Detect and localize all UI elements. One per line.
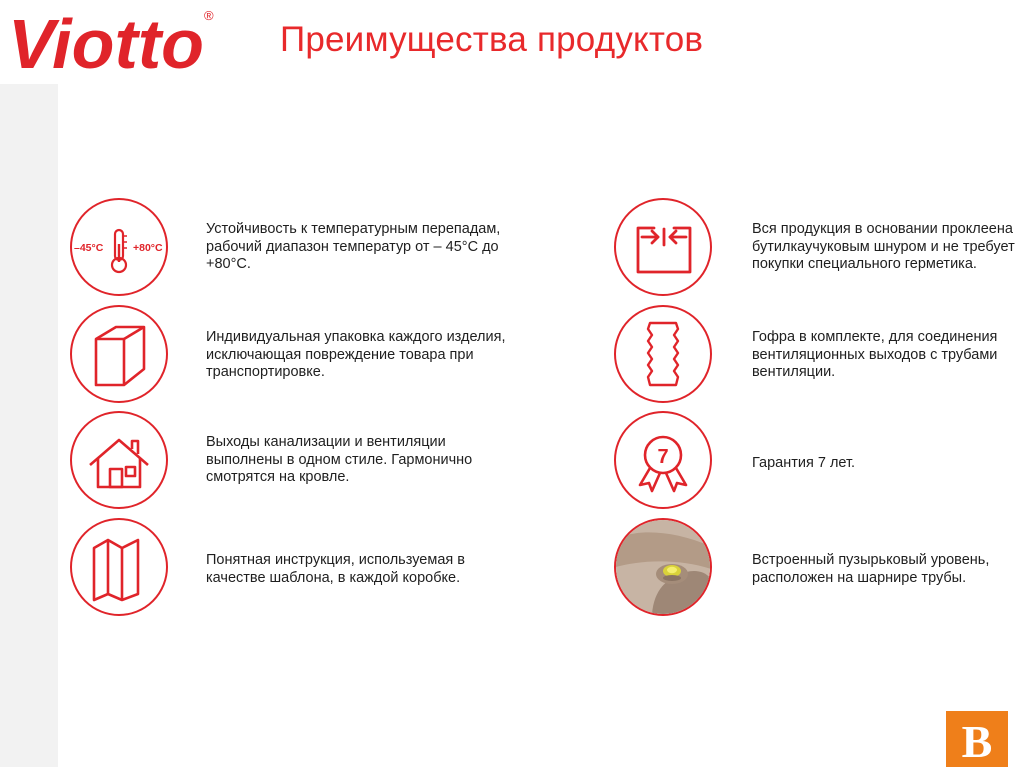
house-icon xyxy=(70,411,168,509)
page-title: Преимущества продуктов xyxy=(280,20,704,59)
feature-temperature-text: Устойчивость к температурным перепадам, рабочий диапазон температур от – 45°С до +80°С. xyxy=(206,221,501,272)
badge-letter: B xyxy=(961,716,993,762)
bubble-level-photo xyxy=(614,518,712,616)
feature-corrugation-text: Гофра в комплекте, для соединения вентиляционных выходов с трубами вентиляции. xyxy=(752,329,998,380)
feature-instruction-text: Понятная инструкция, используемая в качестве шаблона, в каждой коробке. xyxy=(206,552,465,586)
feature-sealing-text: Вся продукция в основании проклеена бутилкаучуковым шнуром и не требует покупки специального герметика. xyxy=(752,221,1015,272)
temp-min-label: –45°C xyxy=(74,242,104,254)
thermometer-icon xyxy=(70,198,168,296)
feature-style-text: Выходы канализации и вентиляции выполнены в одном стиле. Гармонично смотрятся на кровле. xyxy=(206,434,473,485)
left-side-strip xyxy=(0,84,58,767)
corrugated-pipe-icon xyxy=(614,305,712,403)
viotto-logo xyxy=(6,2,222,80)
registered-mark: ® xyxy=(204,8,214,23)
warranty-years-label: 7 xyxy=(657,446,669,468)
corner-b-badge xyxy=(946,711,1008,767)
feature-packaging-text: Индивидуальная упаковка каждого изделия, исключающая повреждение товара при транспортировке. xyxy=(206,329,506,380)
seal-arrows-icon xyxy=(614,198,712,296)
feature-bubble-level-text: Встроенный пузырьковый уровень, расположен на шарнире трубы. xyxy=(752,552,990,586)
box-icon xyxy=(70,305,168,403)
feature-warranty-text: Гарантия 7 лет. xyxy=(752,455,856,471)
map-icon xyxy=(70,518,168,616)
logo-text: Viotto xyxy=(8,5,204,80)
temp-max-label: +80°C xyxy=(133,242,163,254)
warranty-ribbon-icon xyxy=(614,411,712,509)
